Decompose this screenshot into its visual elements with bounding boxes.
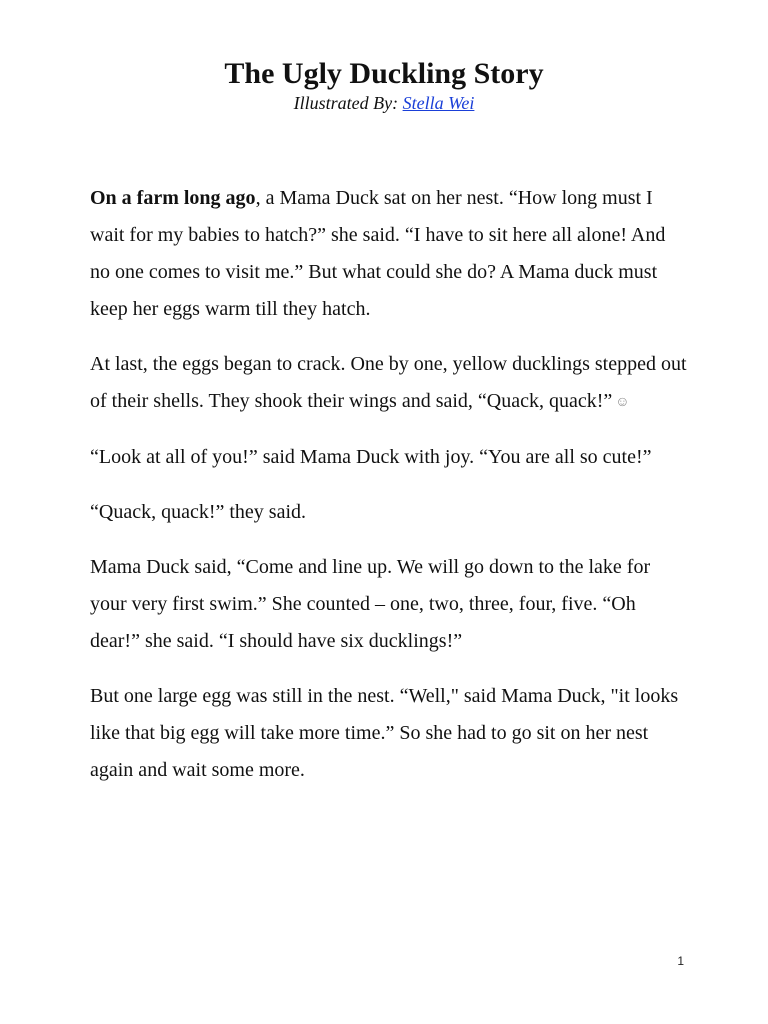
paragraph-text: “Quack, quack!” they said. — [90, 501, 307, 523]
paragraph-text: Mama Duck said, “Come and line up. We will go down to the lake for your very first swim.” She counted – one, two, three, four, five. “Oh dear!” she said. “I should have six ducklings!” — [90, 556, 651, 652]
paragraph-3 — [90, 439, 690, 476]
page-number: 1 — [677, 954, 684, 968]
smiley-icon: ☺ — [615, 395, 630, 410]
paragraph-text: But one large egg was still in the nest. “Well," said Mama Duck, "it looks like that big egg will take more time.” So she had to go sit on her nest again and wait some more. — [90, 685, 679, 781]
byline-prefix: Illustrated By: — [293, 93, 403, 113]
paragraph-6 — [90, 678, 690, 789]
story-body — [90, 180, 690, 807]
illustrator-link[interactable]: Stella Wei — [402, 93, 475, 113]
paragraph-2 — [90, 346, 690, 421]
paragraph-text: At last, the eggs began to crack. One by one, yellow ducklings stepped out of their shells. They shook their wings and said, “Quack, quack!” — [90, 353, 687, 412]
paragraph-text: “Look at all of you!” said Mama Duck with joy. “You are all so cute!” — [90, 446, 652, 468]
paragraph-1 — [90, 180, 690, 328]
bold-lead: On a farm long ago — [90, 187, 256, 209]
paragraph-4 — [90, 494, 690, 531]
byline — [0, 92, 768, 114]
paragraph-5 — [90, 549, 690, 660]
paragraph-text: , a Mama Duck sat on her nest. “How long must I wait for my babies to hatch?” she said. “I have to sit here all alone! And no one comes to visit me.” But what could she do? A Mama duck must keep her eggs warm till they hatch. — [90, 187, 666, 320]
document-title: The Ugly Duckling Story — [224, 57, 544, 90]
